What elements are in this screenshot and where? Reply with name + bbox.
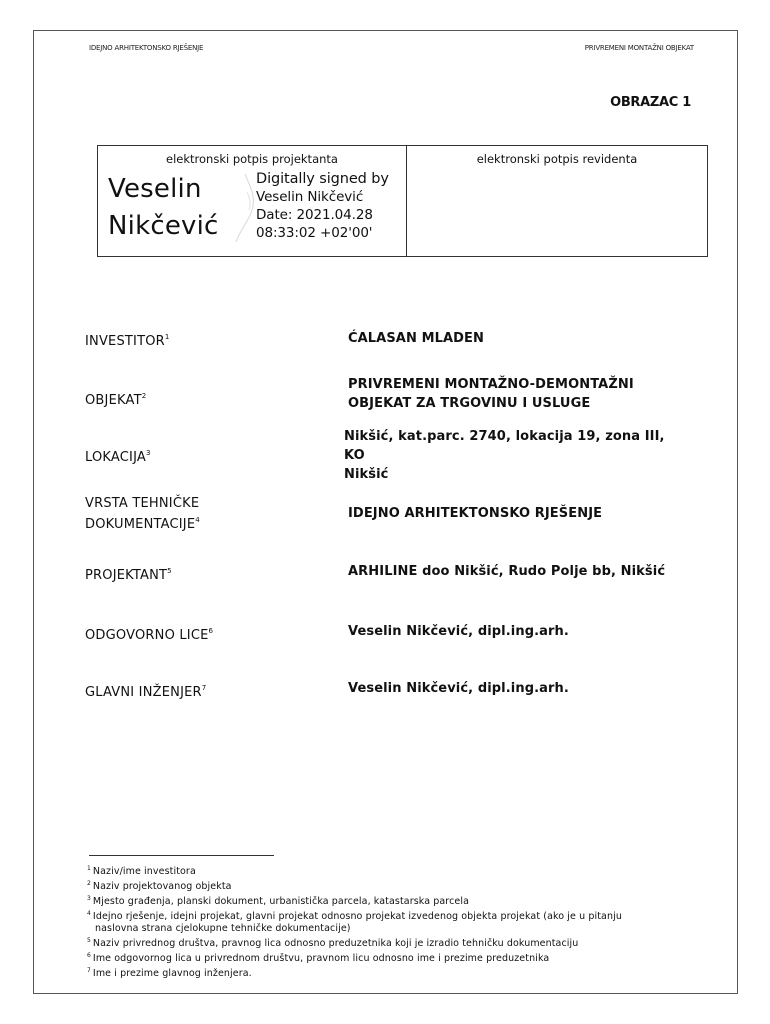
- footnote-item: $^3$ Mjesto građenja, planski dokument, urbanistička parcela, katastarska parcela: [87, 895, 470, 907]
- reviewer-signature-cell[interactable]: [407, 146, 707, 256]
- header-left: IDEJNO ARHITEKTONSKO RJEŠENJE: [89, 44, 204, 52]
- field-label: LOKACIJA$^3$: [85, 449, 151, 465]
- signature-details: [256, 170, 389, 242]
- field-label: OBJEKAT$^2$: [85, 392, 147, 408]
- footnote-item: $^5$ Naziv privrednog društva, pravnog lica odnosno preduzetnika koji je izradio tehničku dokumentaciju: [87, 937, 579, 949]
- signature-table: [97, 145, 708, 257]
- field-value: Veselin Nikčević, dipl.ing.arh.: [348, 681, 569, 696]
- document-page: [33, 30, 738, 994]
- field-label: INVESTITOR$^1$: [85, 333, 170, 349]
- field-value: Nikšić, kat.parc. 2740, lokacija 19, zona III, KO Nikšić: [344, 429, 665, 482]
- field-value: ARHILINE doo Nikšić, Rudo Polje bb, Nikšić: [348, 564, 666, 579]
- footnote-separator: [89, 855, 274, 856]
- footnote-item: $^1$ Naziv/ime investitora: [87, 865, 196, 877]
- form-title: OBRAZAC 1: [610, 95, 691, 110]
- signature-detail-line: 08:33:02 +02'00': [256, 225, 373, 241]
- signer-name: [108, 171, 219, 245]
- designer-signature-label: elektronski potpis projektanta: [166, 152, 338, 166]
- footnotes: [87, 863, 707, 980]
- signature-detail-line: Veselin Nikčević: [256, 189, 364, 205]
- footnote-item: $^7$ Ime i prezime glavnog inženjera.: [87, 967, 252, 979]
- footnote-item: $^2$ Naziv projektovanog objekta: [87, 880, 232, 892]
- reviewer-signature-label: elektronski potpis revidenta: [476, 152, 638, 166]
- field-value: Veselin Nikčević, dipl.ing.arh.: [348, 624, 569, 639]
- field-value: IDEJNO ARHITEKTONSKO RJEŠENJE: [348, 506, 603, 521]
- field-label: ODGOVORNO LICE$^6$: [85, 627, 214, 643]
- signature-detail-line: Date: 2021.04.28: [256, 207, 373, 223]
- signer-name-line1: Veselin: [108, 174, 202, 204]
- footnote-item: $^6$ Ime odgovornog lica u privrednom društvu, pravnom licu odnosno ime i prezime preduzetnika: [87, 952, 550, 964]
- designer-signature-cell[interactable]: [98, 146, 407, 256]
- field-label: VRSTA TEHNIČKE DOKUMENTACIJE$^4$: [85, 496, 200, 532]
- field-value: ĆALASAN MLADEN: [348, 331, 485, 346]
- footnote-item: $^4$ Idejno rješenje, idejni projekat, glavni projekat odnosno projekat izvedenog objekta projekat (ako je u pitanju: [87, 910, 622, 922]
- footnote-item: naslovna strana cjelokupne tehničke dokumentacije): [95, 923, 351, 934]
- header-right: PRIVREMENI MONTAŽNI OBJEKAT: [584, 44, 694, 52]
- field-value: PRIVREMENI MONTAŽNO-DEMONTAŽNI OBJEKAT ZA TRGOVINU I USLUGE: [348, 377, 634, 411]
- field-label: GLAVNI INŽENJER$^7$: [85, 684, 207, 700]
- field-label: PROJEKTANT$^5$: [85, 567, 172, 583]
- signature-detail-line: Digitally signed by: [256, 171, 389, 187]
- signer-name-line2: Nikčević: [108, 211, 219, 241]
